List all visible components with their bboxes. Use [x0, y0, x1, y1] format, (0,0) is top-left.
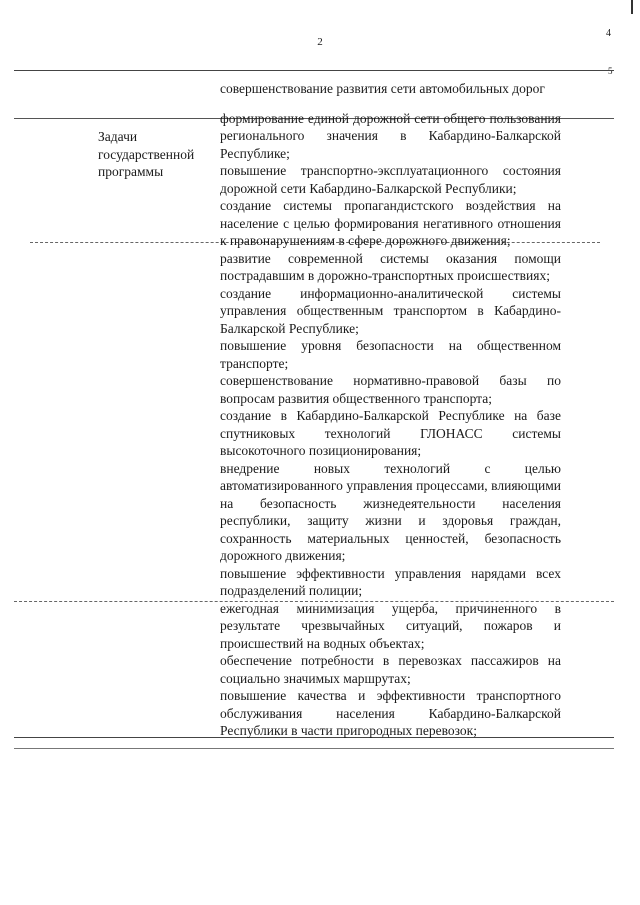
task-item: формирование единой дорожной сети общего пользования регионального значения в Кабардино-Балкарской Республике;: [220, 110, 561, 161]
task-item: повышение уровня безопасности на общественном транспорте;: [220, 338, 561, 371]
task-item: создание информационно-аналитической системы управления общественным транспортом в Кабардино-Балкарской Республике;: [220, 285, 561, 336]
continuation-text: совершенствование развития сети автомобильных дорог: [220, 81, 545, 96]
task-item: создание в Кабардино-Балкарской Республике на базе спутниковых технологий ГЛОНАСС системы высокоточного позиционирования;: [220, 408, 561, 458]
row-label: Задачи государственной программы: [98, 129, 195, 179]
row-content: [220, 80, 561, 740]
task-item: ежегодная минимизация ущерба, причиненного в результате чрезвычайных ситуаций, пожаров и происшествий на водных объектах;: [220, 600, 561, 651]
task-item: совершенствование нормативно-правовой базы по вопросам развития общественного транспорта;: [220, 373, 561, 406]
task-item: создание системы пропагандистского воздействия на население с целью формирования негативного отношения к правонарушениям в сфере дорожного движения;: [220, 198, 561, 248]
task-item: повышение транспортно-эксплуатационного состояния дорожной сети Кабардино-Балкарской Республики;: [220, 163, 561, 196]
task-item: обеспечение потребности в перевозках пассажиров на социально значимых маршрутах;: [220, 653, 561, 686]
task-item: развитие современной системы оказания помощи пострадавшим в дорожно-транспортных происшествиях;: [220, 250, 561, 283]
task-item: повышение качества и эффективности транспортного обслуживания населения Кабардино-Балкарской Республики в части пригородных перевозок;: [220, 688, 561, 738]
corner-mark: 4: [606, 28, 611, 39]
side-mark: 5: [608, 66, 613, 76]
scan-line: [14, 748, 614, 749]
scan-edge-mark: [631, 0, 633, 14]
page-number: 2: [317, 36, 323, 48]
task-item: повышение эффективности управления нарядами всех подразделений полиции;: [220, 565, 561, 598]
header-rule: [14, 70, 614, 71]
task-item: внедрение новых технологий с целью автоматизированного управления процессами, влияющими на безопасность жизнедеятельности населения республики, защиту жизни и здоровья граждан, сохранность материальных ценностей, безопасность дорожного движения;: [220, 460, 561, 563]
